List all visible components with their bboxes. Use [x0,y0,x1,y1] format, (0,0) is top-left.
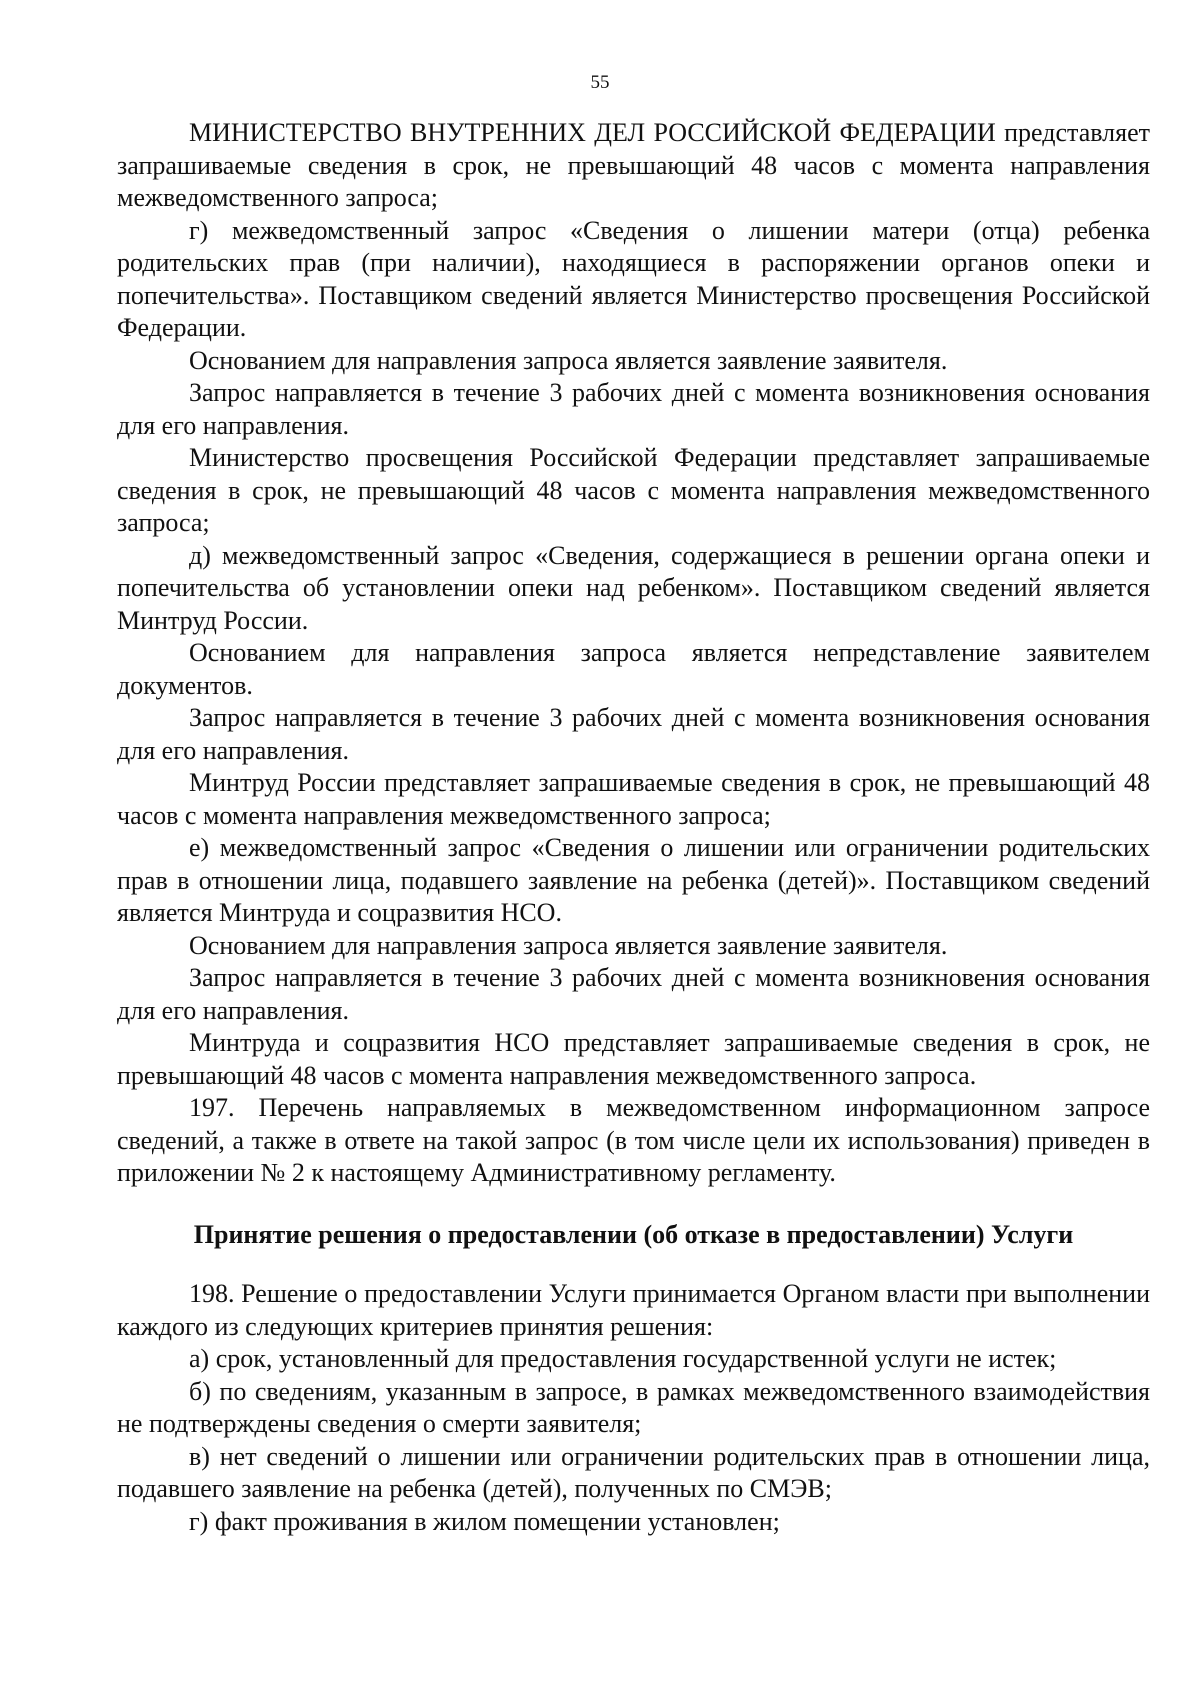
section-heading: Принятие решения о предоставлении (об отказе в предоставлении) Услуги [193,1219,1074,1249]
paragraph: Запрос направляется в течение 3 рабочих дней с момента возникновения основания для его направления. [117,963,1150,1025]
document-body [117,117,1150,1538]
paragraph: Основанием для направления запроса является заявление заявителя. [189,345,948,375]
paragraph: МИНИСТЕРСТВО ВНУТРЕННИХ ДЕЛ РОССИЙСКОЙ ФЕДЕРАЦИИ представляет запрашиваемые сведения в срок, не превышающий 48 часов с момента направления межведомственного запроса; [117,118,1150,212]
paragraph: Минтруд России представляет запрашиваемые сведения в срок, не превышающий 48 часов с момента направления межведомственного запроса; [117,768,1150,830]
page-number: 55 [590,72,610,93]
paragraph: г) межведомственный запрос «Сведения о лишении матери (отца) ребенка родительских прав (при наличии), находящиеся в распоряжении органов опеки и попечительства». Поставщиком сведений является Министерство просвещения Российской Федерации. [117,215,1150,342]
paragraph: Запрос направляется в течение 3 рабочих дней с момента возникновения основания для его направления. [117,378,1150,440]
paragraph: Основанием для направления запроса является заявление заявителя. [189,930,948,960]
paragraph: б) по сведениям, указанным в запросе, в рамках межведомственного взаимодействия не подтверждены сведения о смерти заявителя; [117,1376,1150,1438]
paragraph: Основанием для направления запроса является непредставление заявителем документов. [117,638,1150,700]
paragraph: 198. Решение о предоставлении Услуги принимается Органом власти при выполнении каждого из следующих критериев принятия решения: [117,1279,1150,1341]
paragraph: д) межведомственный запрос «Сведения, содержащиеся в решении органа опеки и попечительства об установлении опеки над ребенком». Поставщиком сведений является Минтруд России. [117,540,1150,635]
paragraph: г) факт проживания в жилом помещении установлен; [189,1506,780,1536]
paragraph: Министерство просвещения Российской Федерации представляет запрашиваемые сведения в срок, не превышающий 48 часов с момента направления межведомственного запроса; [117,443,1150,537]
paragraph: а) срок, установленный для предоставления государственной услуги не истек; [189,1344,1057,1373]
paragraph: е) межведомственный запрос «Сведения о лишении или ограничении родительских прав в отношении лица, подавшего заявление на ребенка (детей)». Поставщиком сведений является Минтруда и соцразвития НСО. [117,833,1150,927]
paragraph: Минтруда и соцразвития НСО представляет запрашиваемые сведения в срок, не превышающий 48 часов с момента направления межведомственного запроса. [117,1028,1150,1090]
paragraph: Запрос направляется в течение 3 рабочих дней с момента возникновения основания для его направления. [117,703,1150,765]
paragraph: в) нет сведений о лишении или ограничении родительских прав в отношении лица, подавшего заявление на ребенка (детей), полученных по СМЭВ; [117,1441,1150,1503]
paragraph: 197. Перечень направляемых в межведомственном информационном запросе сведений, а также в ответе на такой запрос (в том числе цели их использования) приведен в приложении № 2 к настоящему Административному регламенту. [117,1093,1150,1187]
